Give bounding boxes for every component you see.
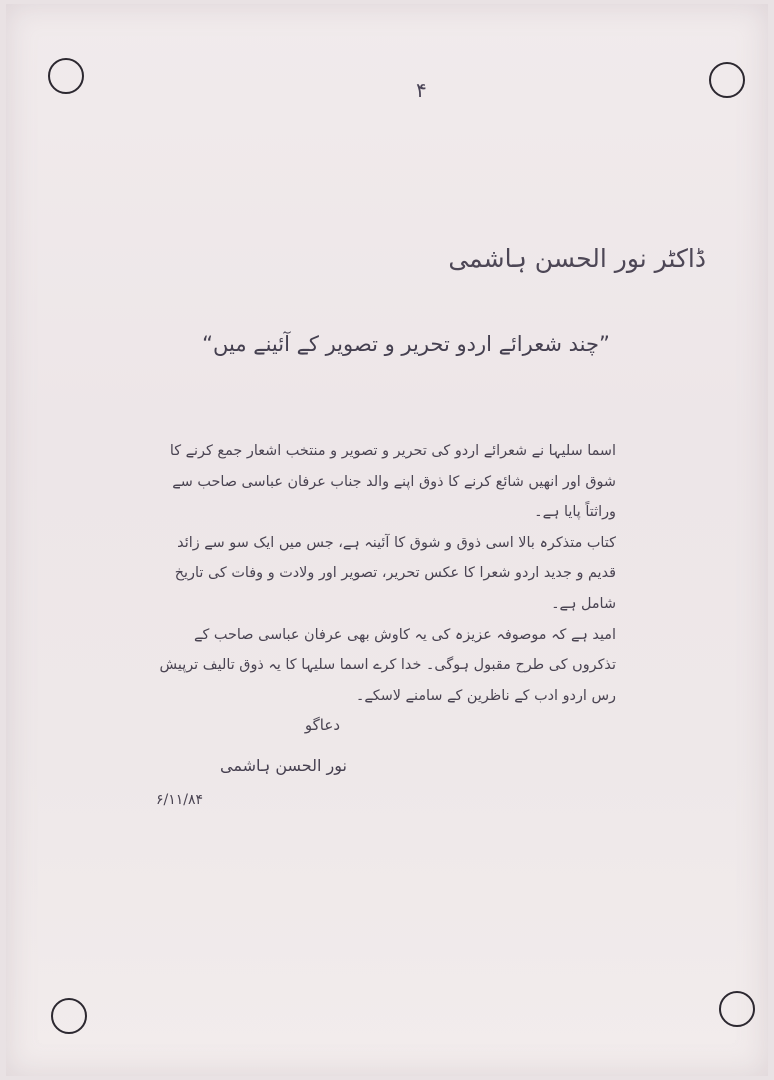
signoff: دعاگو bbox=[304, 716, 340, 734]
paragraph: کتاب متذکرہ بالا اسی ذوق و شوق کا آئینہ ہے، جس میں ایک سو سے زائد قدیم و جدید اردو شعرا کا عکس تحریر، تصویر اور ولادت و وفات کی تاریخ شامل ہے۔ bbox=[174, 534, 616, 612]
document-title: ”چند شعرائے اردو تحریر و تصویر کے آئینے میں“ bbox=[202, 332, 610, 356]
punch-hole-top-left bbox=[48, 58, 84, 94]
document-page bbox=[6, 4, 768, 1076]
signature-date: ۶/۱۱/۸۴ bbox=[156, 792, 204, 808]
author-name: ڈاکٹر نور الحسن ہاشمی bbox=[448, 244, 706, 273]
punch-hole-bottom-right bbox=[719, 991, 755, 1027]
punch-hole-top-right bbox=[709, 62, 745, 98]
body-text bbox=[156, 436, 616, 711]
paragraph: امید ہے کہ موصوفہ عزیزہ کی یہ کاوش بھی عرفان عباسی صاحب کے تذکروں کی طرح مقبول ہوگی۔ خدا کرے اسما سلیہا کا یہ ذوق تالیف ترپیش رس اردو ادب کے ناظرین کے سامنے لاسکے۔ bbox=[159, 626, 616, 704]
signature-name: نور الحسن ہاشمی bbox=[220, 756, 347, 775]
paragraph: اسما سلیہا نے شعرائے اردو کی تحریر و تصویر و منتخب اشعار جمع کرنے کا شوق اور انھیں شائع کرنے کا ذوق اپنے والد جناب عرفان عباسی صاحب سے وراثتاً پایا ہے۔ bbox=[169, 443, 616, 521]
punch-hole-bottom-left bbox=[51, 998, 87, 1034]
page-number: ۴ bbox=[416, 78, 427, 102]
